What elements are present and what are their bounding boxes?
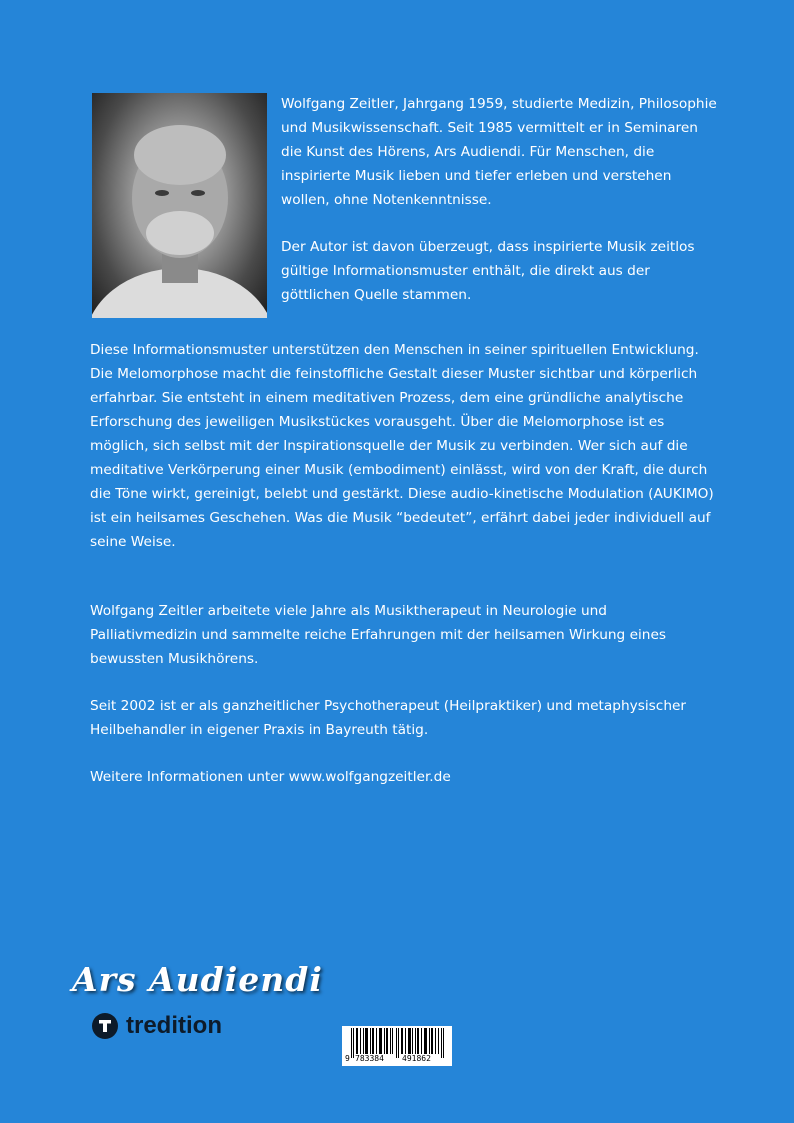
barcode-digits-group-1: 783384 [355,1054,384,1063]
barcode-digits-group-2: 491862 [402,1054,431,1063]
publisher-logo [92,1012,222,1040]
author-photo [92,93,267,318]
career-paragraph-2: Seit 2002 ist er als ganzheitlicher Psychotherapeut (Heilpraktiker) und metaphysischer Heilbehandler in eigener Praxis in Bayreuth tätig. [90,698,687,738]
author-bio-paragraph-2: Der Autor ist davon überzeugt, dass inspirierte Musik zeitlos gültige Informationsmuster enthält, die direkt aus der göttlichen Quelle stammen. [281,239,695,303]
website-info: Weitere Informationen unter www.wolfgangzeitler.de [90,769,451,785]
publisher-name: tredition [126,1012,222,1039]
isbn-barcode [342,1026,452,1066]
description-paragraph: Diese Informationsmuster unterstützen den Menschen in seiner spirituellen Entwicklung. Die Melomorphose macht die feinstoffliche Gestalt dieser Muster sichtbar und körperlich erfahrbar. Sie entsteht in einem meditativen Prozess, dem eine gründliche analytische Erforschung des jeweiligen Musikstückes vorausgeht. Über die Melomorphose ist es möglich, sich selbst mit der Inspirationsquelle der Musik zu verbinden. Wer sich auf die meditative Verkörperung einer Musik (embodiment) einlässt, wird von der Kraft, die durch die Töne wirkt, gereinigt, belebt und gestärkt. Diese audio-kinetische Modulation (AUKIMO) ist ein heilsames Geschehen. Was die Musik “bedeutet”, erfährt dabei jeder individuell auf seine Weise. [90,342,714,550]
tredition-logo-icon [92,1013,118,1039]
series-logo: Ars Audiendi [72,960,323,999]
author-bio-paragraph-1: Wolfgang Zeitler, Jahrgang 1959, studierte Medizin, Philosophie und Musikwissenschaft. Seit 1985 vermittelt er in Seminaren die Kunst des Hörens, Ars Audiendi. Für Menschen, die inspirierte Musik lieben und tiefer erleben und verstehen wollen, ohne Notenkenntnisse. [281,96,717,208]
barcode-lead-digit: 9 [345,1054,350,1063]
career-paragraph-1: Wolfgang Zeitler arbeitete viele Jahre als Musiktherapeut in Neurologie und Palliativmedizin und sammelte reiche Erfahrungen mit der heilsamen Wirkung eines bewussten Musikhörens. [90,603,667,667]
